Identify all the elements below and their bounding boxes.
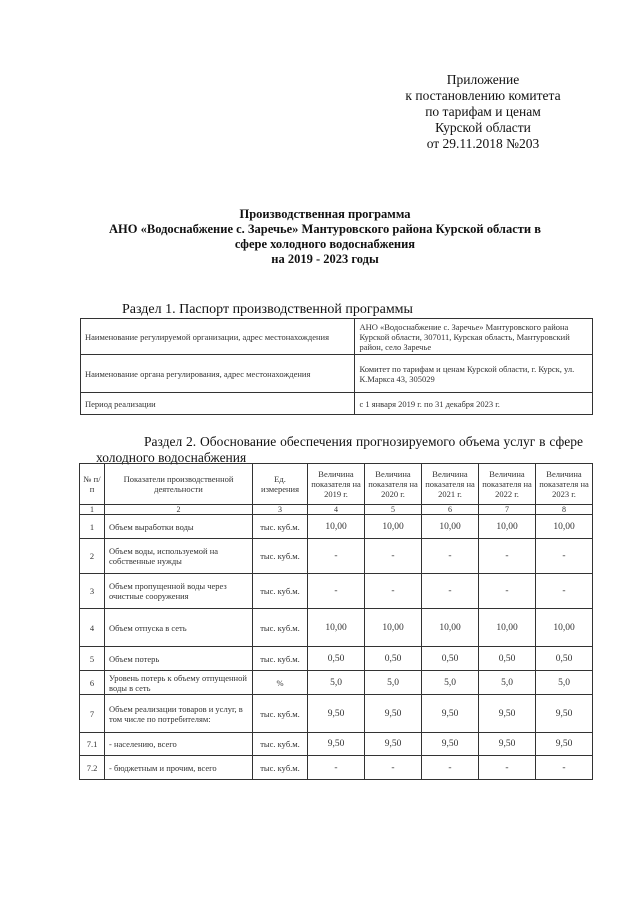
appendix-line: Курской области	[435, 120, 531, 135]
value-2022: -	[479, 539, 536, 574]
value-2022: -	[479, 756, 536, 780]
value-2023: -	[536, 574, 593, 609]
value-2019: -	[308, 574, 365, 609]
value-2019: 9,50	[308, 733, 365, 756]
column-number: 8	[536, 505, 593, 515]
section-2-heading: Раздел 2. Обоснование обеспечения прогнозируемого объема услуг в сфере холодного водоснабжения	[96, 434, 583, 465]
table-header-row	[80, 464, 593, 505]
header-cell: Ед. измерения	[253, 464, 308, 505]
value-2021: -	[422, 574, 479, 609]
value-2023: 10,00	[536, 515, 593, 539]
header-cell: Величина показателя на 2022 г.	[479, 464, 536, 505]
title-line: сфере холодного водоснабжения	[234, 237, 416, 251]
value-2022: 10,00	[479, 515, 536, 539]
title-line: АНО «Водоснабжение с. Заречье» Мантуровского района Курской области в	[109, 222, 541, 236]
value-2022: 0,50	[479, 647, 536, 671]
appendix-line: по тарифам и ценам	[425, 104, 541, 119]
value-2022: 10,00	[479, 609, 536, 647]
indicator-name: Уровень потерь к объему отпущенной воды в сеть	[105, 671, 253, 695]
value-2021: -	[422, 539, 479, 574]
appendix-block	[378, 72, 588, 152]
value-2020: -	[365, 574, 422, 609]
table-row	[80, 756, 593, 780]
passport-table	[80, 318, 593, 415]
value-2019: 0,50	[308, 647, 365, 671]
column-number: 5	[365, 505, 422, 515]
value-2023: 9,50	[536, 695, 593, 733]
value-2023: 5,0	[536, 671, 593, 695]
section-1-heading: Раздел 1. Паспорт производственной программы	[122, 302, 413, 317]
row-number: 7.1	[80, 733, 105, 756]
value-2021: 10,00	[422, 515, 479, 539]
appendix-line: Приложение	[446, 72, 520, 87]
value-2020: 10,00	[365, 515, 422, 539]
passport-row	[81, 355, 593, 393]
value-2019: -	[308, 539, 365, 574]
title-line: на 2019 - 2023 годы	[271, 252, 379, 266]
passport-row	[81, 319, 593, 355]
value-2023: 9,50	[536, 733, 593, 756]
value-2023: 0,50	[536, 647, 593, 671]
header-cell: Показатели производственной деятельности	[105, 464, 253, 505]
column-number: 4	[308, 505, 365, 515]
unit-cell: тыс. куб.м.	[253, 756, 308, 780]
value-2021: 10,00	[422, 609, 479, 647]
value-2019: 10,00	[308, 609, 365, 647]
unit-cell: тыс. куб.м.	[253, 539, 308, 574]
unit-cell: тыс. куб.м.	[253, 695, 308, 733]
table-row	[80, 695, 593, 733]
indicator-name: Объем выработки воды	[105, 515, 253, 539]
value-2021: 0,50	[422, 647, 479, 671]
value-2020: 5,0	[365, 671, 422, 695]
appendix-line: к постановлению комитета	[405, 88, 561, 103]
value-2020: 0,50	[365, 647, 422, 671]
value-2020: 9,50	[365, 733, 422, 756]
unit-cell: тыс. куб.м.	[253, 574, 308, 609]
passport-value: Комитет по тарифам и ценам Курской области, г. Курск, ул. К.Маркса 43, 305029	[355, 355, 593, 393]
value-2022: 9,50	[479, 695, 536, 733]
value-2020: 9,50	[365, 695, 422, 733]
table-row	[80, 574, 593, 609]
value-2020: -	[365, 539, 422, 574]
row-number: 7.2	[80, 756, 105, 780]
header-cell: Величина показателя на 2021 г.	[422, 464, 479, 505]
passport-label: Наименование регулируемой организации, адрес местонахождения	[81, 319, 355, 355]
value-2020: -	[365, 756, 422, 780]
row-number: 1	[80, 515, 105, 539]
value-2023: 10,00	[536, 609, 593, 647]
indicator-name: Объем реализации товаров и услуг, в том числе по потребителям:	[105, 695, 253, 733]
value-2019: 9,50	[308, 695, 365, 733]
row-number: 4	[80, 609, 105, 647]
value-2023: -	[536, 756, 593, 780]
indicator-name: Объем воды, используемой на собственные нужды	[105, 539, 253, 574]
row-number: 5	[80, 647, 105, 671]
row-number: 3	[80, 574, 105, 609]
table-row	[80, 733, 593, 756]
indicator-name: Объем пропущенной воды через очистные сооружения	[105, 574, 253, 609]
unit-cell: тыс. куб.м.	[253, 647, 308, 671]
title-line: Производственная программа	[239, 207, 411, 221]
column-number: 6	[422, 505, 479, 515]
value-2022: -	[479, 574, 536, 609]
indicator-name: - бюджетным и прочим, всего	[105, 756, 253, 780]
value-2019: 10,00	[308, 515, 365, 539]
row-number: 7	[80, 695, 105, 733]
value-2019: 5,0	[308, 671, 365, 695]
header-cell: Величина показателя на 2023 г.	[536, 464, 593, 505]
value-2021: 9,50	[422, 733, 479, 756]
passport-label: Период реализации	[81, 393, 355, 415]
value-2021: 9,50	[422, 695, 479, 733]
row-number: 2	[80, 539, 105, 574]
header-cell: № п/п	[80, 464, 105, 505]
passport-value: АНО «Водоснабжение с. Заречье» Мантуровского района Курской области, 307011, Курская область, Мантуровский район, село Заречье	[355, 319, 593, 355]
column-number-row	[80, 505, 593, 515]
header-cell: Величина показателя на 2020 г.	[365, 464, 422, 505]
indicator-name: Объем потерь	[105, 647, 253, 671]
document-title	[70, 207, 580, 267]
indicator-name: Объем отпуска в сеть	[105, 609, 253, 647]
value-2023: -	[536, 539, 593, 574]
table-row	[80, 609, 593, 647]
value-2022: 5,0	[479, 671, 536, 695]
column-number: 7	[479, 505, 536, 515]
indicator-name: - населению, всего	[105, 733, 253, 756]
passport-label: Наименование органа регулирования, адрес местонахождения	[81, 355, 355, 393]
value-2020: 10,00	[365, 609, 422, 647]
appendix-line: от 29.11.2018 №203	[426, 136, 540, 151]
row-number: 6	[80, 671, 105, 695]
value-2022: 9,50	[479, 733, 536, 756]
table-row	[80, 539, 593, 574]
unit-cell: %	[253, 671, 308, 695]
column-number: 3	[253, 505, 308, 515]
table-row	[80, 647, 593, 671]
column-number: 1	[80, 505, 105, 515]
table-row	[80, 515, 593, 539]
value-2021: 5,0	[422, 671, 479, 695]
column-number: 2	[105, 505, 253, 515]
passport-value: с 1 января 2019 г. по 31 декабря 2023 г.	[355, 393, 593, 415]
indicators-table	[79, 463, 593, 780]
value-2021: -	[422, 756, 479, 780]
passport-row	[81, 393, 593, 415]
unit-cell: тыс. куб.м.	[253, 515, 308, 539]
unit-cell: тыс. куб.м.	[253, 733, 308, 756]
header-cell: Величина показателя на 2019 г.	[308, 464, 365, 505]
table-row	[80, 671, 593, 695]
unit-cell: тыс. куб.м.	[253, 609, 308, 647]
value-2019: -	[308, 756, 365, 780]
